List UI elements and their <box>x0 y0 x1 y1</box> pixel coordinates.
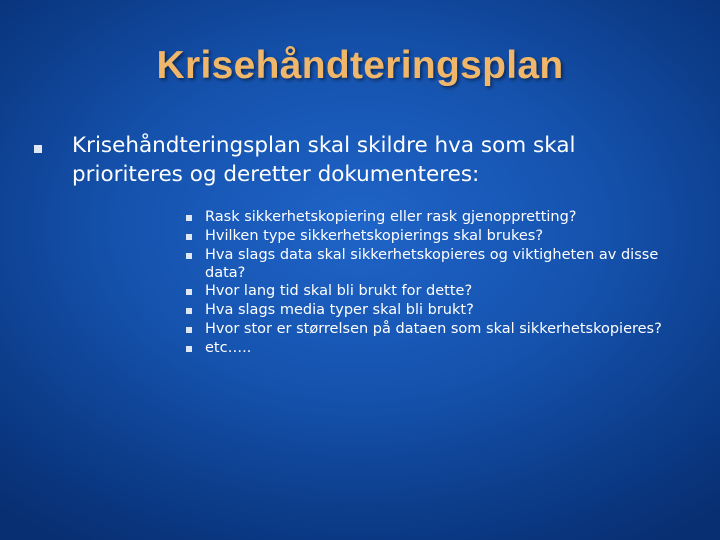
sub-bullet-text: Hva slags media typer skal bli brukt? <box>205 302 474 319</box>
square-bullet-icon <box>186 215 192 221</box>
square-bullet-icon <box>186 346 192 352</box>
sub-bullet-item <box>186 320 686 338</box>
sub-bullet-list <box>186 208 686 358</box>
sub-bullet-item <box>186 282 686 300</box>
square-bullet-icon <box>186 234 192 240</box>
sub-bullet-text: Hvor stor er størrelsen på dataen som skal sikkerhetskopieres? <box>205 320 662 337</box>
square-bullet-icon <box>186 327 192 333</box>
sub-bullet-text: Hvor lang tid skal bli brukt for dette? <box>205 283 473 300</box>
sub-bullet-text: Rask sikkerhetskopiering eller rask gjenoppretting? <box>205 209 577 225</box>
main-bullet-text: Krisehåndteringsplan skal skildre hva som skal prioriteres og deretter dokumenteres: <box>72 133 576 187</box>
sub-bullet-text: Hva slags data skal sikkerhetskopieres og viktigheten av disse data? <box>205 246 659 281</box>
sub-bullet-item <box>186 301 686 319</box>
sub-bullet-item <box>186 208 686 226</box>
sub-bullet-text: Hvilken type sikkerhetskopierings skal brukes? <box>205 227 544 244</box>
sub-bullet-text: etc….. <box>205 339 252 356</box>
sub-bullet-item <box>186 246 686 282</box>
sub-bullet-item <box>186 339 686 357</box>
square-bullet-icon <box>186 253 192 259</box>
slide-title: Krisehåndteringsplan <box>156 44 564 87</box>
square-bullet-icon <box>34 145 42 153</box>
square-bullet-icon <box>186 289 192 295</box>
sub-bullet-item <box>186 227 686 245</box>
square-bullet-icon <box>186 308 192 314</box>
